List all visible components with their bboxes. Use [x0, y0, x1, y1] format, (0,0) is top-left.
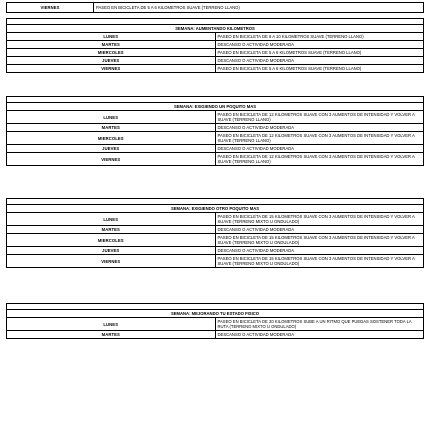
day-cell: MARTES — [7, 41, 216, 49]
table-row — [7, 41, 424, 49]
activity-cell: PASEO EN BICICLETA DE 5 A 6 KILOMETROS SUAVE (TERRENO LLANO) — [215, 65, 424, 73]
table-week-3 — [6, 198, 424, 268]
day-cell: MIERCOLES — [7, 132, 216, 145]
activity-cell: PASEO EN BICICLETA DE 8 A 10 KILOMETROS SUAVE (TERRENO LLANO) — [215, 33, 424, 41]
activity-cell: DESCANSO O ACTIVIDAD MODERADA — [215, 247, 424, 255]
week-title: SEMANA: EXIGIENDO UN POQUITO MAS — [7, 103, 424, 111]
week-title: SEMANA: AUMENTANDO KILOMETROS — [7, 25, 424, 33]
table-week-4 — [6, 303, 424, 339]
day-cell: LUNES — [7, 33, 216, 41]
table-row — [7, 331, 424, 339]
table-row — [7, 234, 424, 247]
activity-cell: PASEO EN BICICLETA DE 12 KILOMETROS SUAVE CON 3 AUMENTOS DE INTENSIDAD Y VOLVER A SUAVE (TERRENO LLANO) — [215, 111, 424, 124]
day-cell: LUNES — [7, 318, 216, 331]
activity-cell: DESCANSO O ACTIVIDAD MODERADA — [215, 226, 424, 234]
day-cell: MARTES — [7, 124, 216, 132]
day-cell: VIERNES — [7, 3, 94, 13]
table-row — [7, 65, 424, 73]
table-row — [7, 111, 424, 124]
week-title: SEMANA: MEJORANDO TU ESTADO FISICO — [7, 310, 424, 318]
table-row — [7, 132, 424, 145]
activity-cell: PASEO EN BICICLETA DE 5 A 6 KILOMETROS SUAVE (TERRENO LLANO) — [94, 3, 424, 13]
table-row — [7, 318, 424, 331]
table-week-1 — [6, 18, 424, 73]
table-row — [7, 124, 424, 132]
activity-cell: DESCANSO O ACTIVIDAD MODERADA — [215, 57, 424, 65]
activity-cell: DESCANSO O ACTIVIDAD MODERADA — [215, 124, 424, 132]
day-cell: VIERNES — [7, 65, 216, 73]
day-cell: VIERNES — [7, 255, 216, 268]
table-row — [7, 255, 424, 268]
table-row — [7, 226, 424, 234]
day-cell: MARTES — [7, 331, 216, 339]
table-previous-week — [6, 2, 424, 13]
table-week-2 — [6, 96, 424, 166]
day-cell: LUNES — [7, 213, 216, 226]
day-cell: MIERCOLES — [7, 49, 216, 57]
activity-cell: PASEO EN BICICLETA DE 15 KILOMETROS SUAVE CON 3 AUMENTOS DE INTENSIDAD Y VOLVER A SUAVE (TERRENO MIXTO U ONDULADO) — [215, 234, 424, 247]
day-cell: LUNES — [7, 111, 216, 124]
day-cell: MARTES — [7, 226, 216, 234]
table-row — [7, 153, 424, 166]
day-cell: JUEVES — [7, 145, 216, 153]
table-row — [7, 57, 424, 65]
activity-cell: PASEO EN BICICLETA DE 15 KILOMETROS SUAVE CON 3 AUMENTOS DE INTENSIDAD Y VOLVER A SUAVE (TERRENO MIXTO U ONDULADO) — [215, 213, 424, 226]
activity-cell: PASEO EN BICICLETA DE 12 KILOMETROS SUAVE CON 3 AUMENTOS DE INTENSIDAD Y VOLVER A SUAVE (TERRENO LLANO) — [215, 153, 424, 166]
table-row — [7, 3, 424, 13]
activity-cell: PASEO EN BICICLETA DE 20 KILOMETROS SUBE A UN RITMO QUE PUEDAS SOSTENER TODA LA RUTA (TERRENO MIXTO U ONDULADO) — [215, 318, 424, 331]
day-cell: VIERNES — [7, 153, 216, 166]
table-row — [7, 145, 424, 153]
table-row — [7, 213, 424, 226]
activity-cell: PASEO EN BICICLETA DE 12 KILOMETROS SUAVE CON 3 AUMENTOS DE INTENSIDAD Y VOLVER A SUAVE (TERRENO LLANO) — [215, 132, 424, 145]
table-row — [7, 49, 424, 57]
table-row — [7, 247, 424, 255]
activity-cell: PASEO EN BICICLETA DE 5 A 6 KILOMETROS SUAVE (TERRENO LLANO) — [215, 49, 424, 57]
table-row — [7, 33, 424, 41]
activity-cell: DESCANSO O ACTIVIDAD MODERADA — [215, 331, 424, 339]
week-title: SEMANA: EXIGIENDO OTRO POQUITO MAS — [7, 205, 424, 213]
activity-cell: PASEO EN BICICLETA DE 15 KILOMETROS SUAVE CON 3 AUMENTOS DE INTENSIDAD Y VOLVER A SUAVE (TERRENO MIXTO U ONDULADO) — [215, 255, 424, 268]
day-cell: MIERCOLES — [7, 234, 216, 247]
day-cell: JUEVES — [7, 247, 216, 255]
activity-cell: DESCANSO O ACTIVIDAD MODERADA — [215, 41, 424, 49]
day-cell: JUEVES — [7, 57, 216, 65]
activity-cell: DESCANSO O ACTIVIDAD MODERADA — [215, 145, 424, 153]
